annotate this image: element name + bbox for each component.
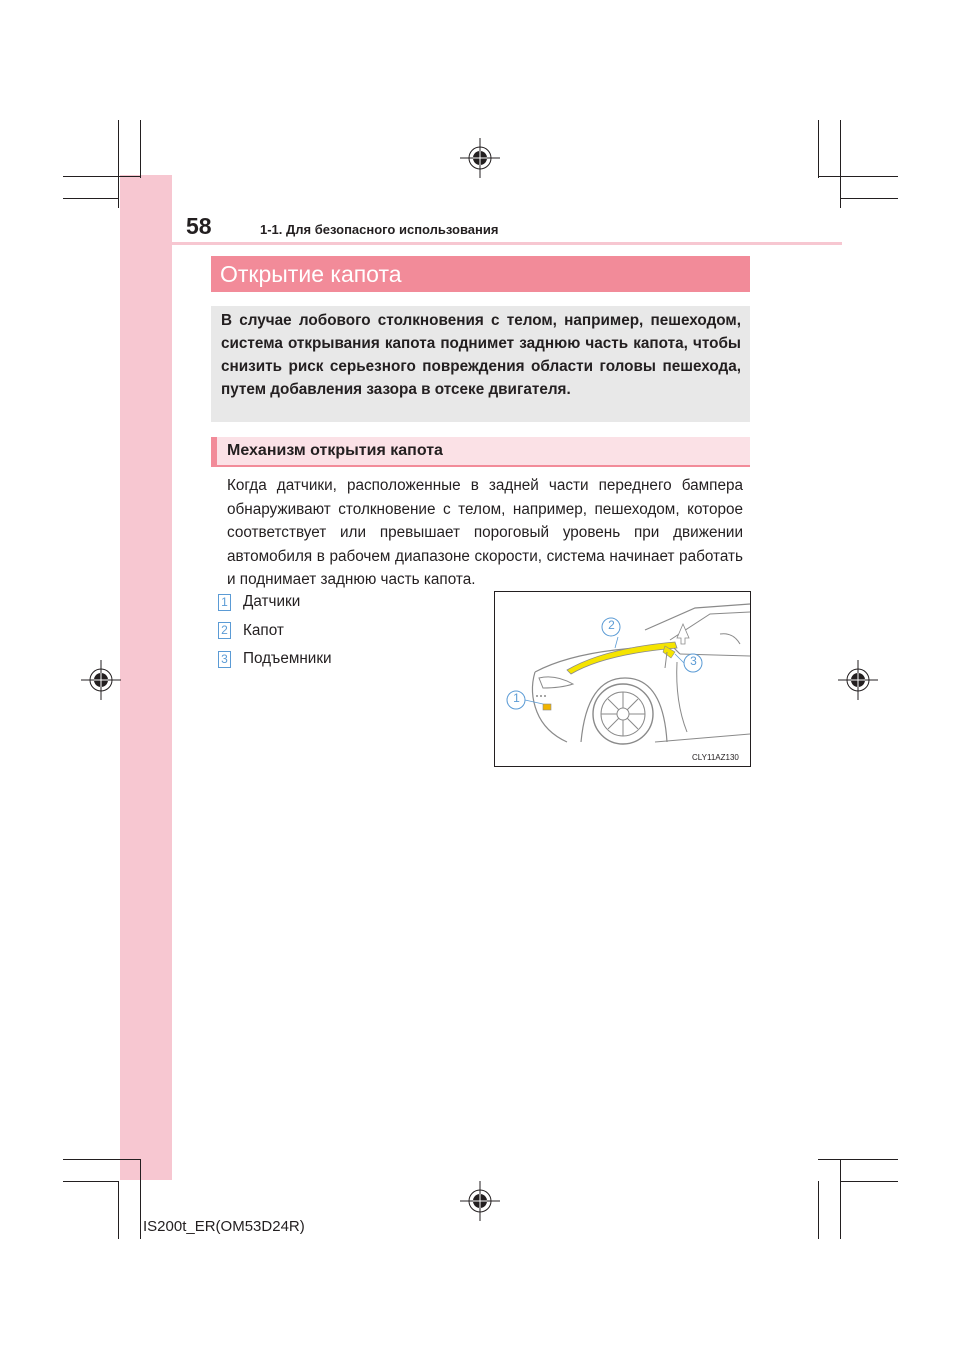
subsection-title: Механизм открытия капота — [227, 442, 443, 459]
legend-number: 2 — [218, 622, 231, 639]
section-title: Открытие капота — [220, 261, 402, 287]
registration-mark-icon — [460, 1181, 500, 1221]
callout-3: 3 — [690, 654, 697, 668]
legend-label: Подъемники — [243, 650, 332, 668]
subsection-accent — [211, 437, 217, 466]
figure-code: CLY11AZ130 — [692, 753, 739, 762]
legend-label: Капот — [243, 621, 284, 639]
registration-mark-icon — [460, 138, 500, 178]
subsection-underline — [211, 465, 750, 467]
callout-1: 1 — [513, 691, 520, 705]
legend-item — [218, 645, 332, 674]
chapter-title: 1-1. Для безопасного использования — [260, 222, 499, 237]
registration-mark-icon — [81, 660, 121, 700]
intro-text: В случае лобового столкновения с телом, например, пешеходом, система открывания капота поднимет заднюю часть капота, чтобы снизить риск серьезного повреждения области головы пешехода, путем добавления зазора в отсеке двигателя. — [221, 312, 741, 398]
footer-model-code: IS200t_ER(OM53D24R) — [143, 1218, 305, 1235]
registration-mark-icon — [838, 660, 878, 700]
car-front-icon — [495, 592, 750, 766]
legend-item — [218, 617, 332, 646]
page-number: 58 — [186, 213, 212, 239]
legend-label: Датчики — [243, 593, 301, 611]
header-rule — [120, 242, 842, 245]
body-paragraph: Когда датчики, расположенные в задней части переднего бампера обнаруживают столкновение с телом, например, пешеходом, которое соответствует или превышает пороговый уровень при движении автомобиля в рабочем диапазоне скорости, система начинает работать и поднимает заднюю часть капота. — [227, 477, 743, 588]
side-tab — [120, 175, 172, 1180]
legend-number: 1 — [218, 594, 231, 611]
legend-item — [218, 588, 332, 617]
car-hood-illustration — [494, 591, 751, 767]
legend-list — [218, 588, 332, 674]
callout-2: 2 — [608, 618, 615, 632]
legend-number: 3 — [218, 651, 231, 668]
